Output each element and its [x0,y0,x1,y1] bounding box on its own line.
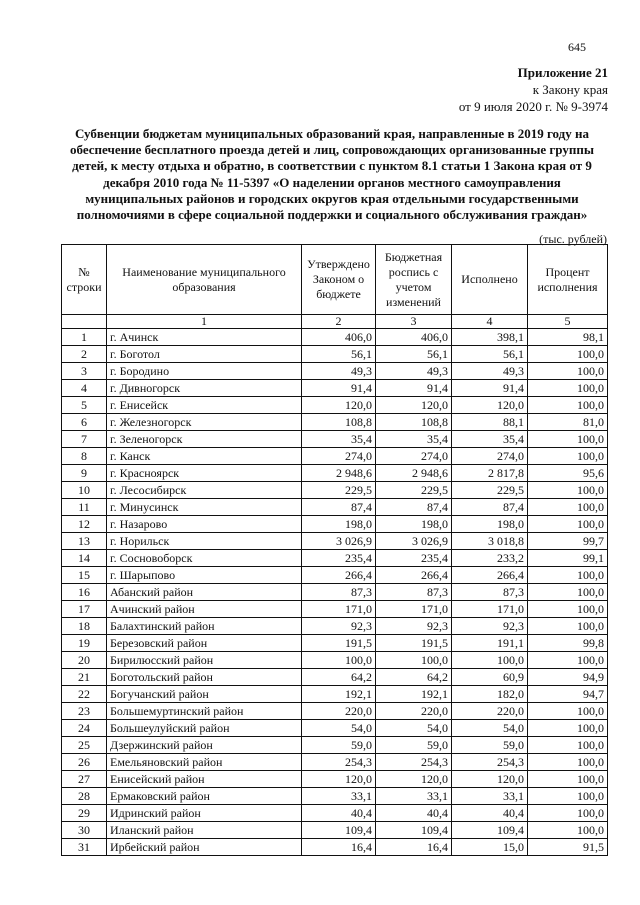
budget-schedule-cell: 191,5 [376,635,452,652]
table-row [62,720,608,737]
table-row [62,516,608,533]
percent-cell: 100,0 [528,754,608,771]
table-row [62,788,608,805]
table-row [62,567,608,584]
approved-cell: 92,3 [302,618,376,635]
table-row [62,703,608,720]
executed-cell: 120,0 [452,771,528,788]
executed-cell: 91,4 [452,380,528,397]
row-number-cell: 1 [62,329,107,346]
percent-cell: 98,1 [528,329,608,346]
table-row [62,652,608,669]
approved-cell: 108,8 [302,414,376,431]
table-row [62,533,608,550]
municipality-cell: г. Минусинск [107,499,302,516]
budget-schedule-cell: 120,0 [376,397,452,414]
percent-cell: 100,0 [528,652,608,669]
row-number-cell: 12 [62,516,107,533]
executed-cell: 87,4 [452,499,528,516]
table-row [62,618,608,635]
budget-schedule-cell: 64,2 [376,669,452,686]
budget-schedule-cell: 91,4 [376,380,452,397]
approved-cell: 198,0 [302,516,376,533]
executed-cell: 56,1 [452,346,528,363]
row-number-cell: 15 [62,567,107,584]
budget-schedule-cell: 87,3 [376,584,452,601]
percent-cell: 100,0 [528,516,608,533]
header-executed: Исполнено [452,245,528,315]
municipality-cell: г. Железногорск [107,414,302,431]
table-row [62,754,608,771]
column-number-row [62,315,608,329]
header-municipality: Наименование муниципального образования [107,245,302,315]
approved-cell: 87,4 [302,499,376,516]
row-number-cell: 16 [62,584,107,601]
municipality-cell: Ирбейский район [107,839,302,856]
approved-cell: 56,1 [302,346,376,363]
municipality-cell: Енисейский район [107,771,302,788]
percent-cell: 100,0 [528,448,608,465]
executed-cell: 198,0 [452,516,528,533]
budget-schedule-cell: 198,0 [376,516,452,533]
executed-cell: 40,4 [452,805,528,822]
percent-cell: 99,7 [528,533,608,550]
table-row [62,635,608,652]
percent-cell: 100,0 [528,788,608,805]
municipality-cell: Богучанский район [107,686,302,703]
municipality-cell: г. Бородино [107,363,302,380]
approved-cell: 274,0 [302,448,376,465]
row-number-cell: 17 [62,601,107,618]
municipality-cell: Идринский район [107,805,302,822]
executed-cell: 229,5 [452,482,528,499]
header-row-number: № строки [62,245,107,315]
percent-cell: 100,0 [528,703,608,720]
municipality-cell: Балахтинский район [107,618,302,635]
municipality-cell: г. Норильск [107,533,302,550]
table-row [62,380,608,397]
table-row [62,414,608,431]
executed-cell: 33,1 [452,788,528,805]
executed-cell: 87,3 [452,584,528,601]
row-number-cell: 14 [62,550,107,567]
percent-cell: 100,0 [528,346,608,363]
row-number-cell: 6 [62,414,107,431]
appendix-title: Приложение 21 [517,65,608,80]
row-number-cell: 21 [62,669,107,686]
municipality-cell: Ермаковский район [107,788,302,805]
executed-cell: 254,3 [452,754,528,771]
approved-cell: 406,0 [302,329,376,346]
budget-schedule-cell: 54,0 [376,720,452,737]
table-row [62,397,608,414]
approved-cell: 64,2 [302,669,376,686]
municipality-cell: г. Сосновоборск [107,550,302,567]
municipality-cell: г. Шарыпово [107,567,302,584]
municipality-cell: Ачинский район [107,601,302,618]
executed-cell: 88,1 [452,414,528,431]
municipality-cell: г. Боготол [107,346,302,363]
executed-cell: 191,1 [452,635,528,652]
percent-cell: 100,0 [528,380,608,397]
approved-cell: 120,0 [302,771,376,788]
percent-cell: 100,0 [528,720,608,737]
document-heading: Субвенции бюджетам муниципальных образований края, направленные в 2019 году на обеспечение бесплатного проезда детей и лиц, сопровождающих организованные группы детей, к месту отдыха и обратно, в соответствии с пунктом 8.1 статьи 1 Закона края от 9 декабря 2010 года № 11-5397 «О наделении органов местного самоуправления муниципальных районов и городских округов края отдельными государственными полномочиями в сфере социальной поддержки и социального обслуживания граждан» [70,126,594,223]
municipality-cell: Абанский район [107,584,302,601]
header-percent: Процент исполнения [528,245,608,315]
percent-cell: 100,0 [528,618,608,635]
budget-schedule-cell: 108,8 [376,414,452,431]
approved-cell: 91,4 [302,380,376,397]
budget-schedule-cell: 120,0 [376,771,452,788]
percent-cell: 99,1 [528,550,608,567]
table-row [62,584,608,601]
percent-cell: 94,7 [528,686,608,703]
approved-cell: 191,5 [302,635,376,652]
row-number-cell: 27 [62,771,107,788]
municipality-cell: г. Енисейск [107,397,302,414]
executed-cell: 182,0 [452,686,528,703]
table-row [62,363,608,380]
column-number: 2 [302,315,376,329]
approved-cell: 266,4 [302,567,376,584]
budget-schedule-cell: 49,3 [376,363,452,380]
municipality-cell: г. Дивногорск [107,380,302,397]
budget-schedule-cell: 229,5 [376,482,452,499]
municipality-cell: г. Зеленогорск [107,431,302,448]
percent-cell: 100,0 [528,363,608,380]
percent-cell: 100,0 [528,601,608,618]
table-row [62,771,608,788]
executed-cell: 233,2 [452,550,528,567]
executed-cell: 398,1 [452,329,528,346]
row-number-cell: 18 [62,618,107,635]
municipality-cell: Большеулуйский район [107,720,302,737]
executed-cell: 60,9 [452,669,528,686]
approved-cell: 16,4 [302,839,376,856]
column-number: 3 [376,315,452,329]
row-number-cell: 26 [62,754,107,771]
executed-cell: 2 817,8 [452,465,528,482]
percent-cell: 100,0 [528,584,608,601]
executed-cell: 100,0 [452,652,528,669]
budget-schedule-cell: 59,0 [376,737,452,754]
row-number-cell: 22 [62,686,107,703]
percent-cell: 81,0 [528,414,608,431]
row-number-cell: 23 [62,703,107,720]
municipality-cell: г. Назарово [107,516,302,533]
row-number-cell: 31 [62,839,107,856]
approved-cell: 3 026,9 [302,533,376,550]
municipality-cell: Большемуртинский район [107,703,302,720]
appendix-law-date: от 9 июля 2020 г. № 9-3974 [458,99,608,114]
row-number-cell: 24 [62,720,107,737]
approved-cell: 220,0 [302,703,376,720]
municipality-cell: Емельяновский район [107,754,302,771]
table-row [62,839,608,856]
percent-cell: 100,0 [528,397,608,414]
municipality-cell: Березовский район [107,635,302,652]
percent-cell: 100,0 [528,482,608,499]
municipality-cell: г. Канск [107,448,302,465]
budget-schedule-cell: 40,4 [376,805,452,822]
percent-cell: 100,0 [528,499,608,516]
budget-schedule-cell: 3 026,9 [376,533,452,550]
executed-cell: 120,0 [452,397,528,414]
executed-cell: 15,0 [452,839,528,856]
budget-schedule-cell: 171,0 [376,601,452,618]
budget-schedule-cell: 220,0 [376,703,452,720]
approved-cell: 171,0 [302,601,376,618]
executed-cell: 109,4 [452,822,528,839]
executed-cell: 35,4 [452,431,528,448]
table-row [62,550,608,567]
column-number: 5 [528,315,608,329]
percent-cell: 100,0 [528,822,608,839]
header-approved: Утверждено Законом о бюджете [302,245,376,315]
budget-schedule-cell: 2 948,6 [376,465,452,482]
header-budget-schedule: Бюджетная роспись с учетом изменений [376,245,452,315]
table-row [62,686,608,703]
budget-schedule-cell: 35,4 [376,431,452,448]
approved-cell: 49,3 [302,363,376,380]
municipality-cell: Дзержинский район [107,737,302,754]
approved-cell: 2 948,6 [302,465,376,482]
executed-cell: 274,0 [452,448,528,465]
row-number-cell: 8 [62,448,107,465]
municipality-cell: г. Ачинск [107,329,302,346]
percent-cell: 95,6 [528,465,608,482]
budget-schedule-cell: 235,4 [376,550,452,567]
row-number-cell: 28 [62,788,107,805]
row-number-cell: 5 [62,397,107,414]
table-row [62,737,608,754]
appendix-law-ref: к Закону края [532,82,608,97]
table-row [62,448,608,465]
budget-schedule-cell: 100,0 [376,652,452,669]
approved-cell: 254,3 [302,754,376,771]
row-number-cell: 7 [62,431,107,448]
budget-schedule-cell: 254,3 [376,754,452,771]
table-row [62,329,608,346]
budget-schedule-cell: 109,4 [376,822,452,839]
percent-cell: 100,0 [528,431,608,448]
executed-cell: 54,0 [452,720,528,737]
row-number-cell: 4 [62,380,107,397]
column-number: 4 [452,315,528,329]
table-row [62,669,608,686]
budget-schedule-cell: 274,0 [376,448,452,465]
executed-cell: 171,0 [452,601,528,618]
table-row [62,482,608,499]
row-number-cell: 19 [62,635,107,652]
row-number-cell: 29 [62,805,107,822]
executed-cell: 49,3 [452,363,528,380]
table-row [62,346,608,363]
executed-cell: 92,3 [452,618,528,635]
table-row [62,805,608,822]
budget-schedule-cell: 406,0 [376,329,452,346]
percent-cell: 100,0 [528,567,608,584]
row-number-cell: 11 [62,499,107,516]
municipality-cell: г. Красноярск [107,465,302,482]
subventions-table [61,244,608,856]
approved-cell: 54,0 [302,720,376,737]
municipality-cell: Бирилюсский район [107,652,302,669]
budget-schedule-cell: 192,1 [376,686,452,703]
row-number-cell: 25 [62,737,107,754]
municipality-cell: г. Лесосибирск [107,482,302,499]
percent-cell: 100,0 [528,771,608,788]
budget-schedule-cell: 33,1 [376,788,452,805]
executed-cell: 3 018,8 [452,533,528,550]
approved-cell: 87,3 [302,584,376,601]
approved-cell: 59,0 [302,737,376,754]
column-number: 1 [107,315,302,329]
executed-cell: 266,4 [452,567,528,584]
table-row [62,601,608,618]
budget-schedule-cell: 56,1 [376,346,452,363]
budget-schedule-cell: 16,4 [376,839,452,856]
appendix-block [459,64,608,115]
approved-cell: 235,4 [302,550,376,567]
budget-schedule-cell: 266,4 [376,567,452,584]
percent-cell: 91,5 [528,839,608,856]
table-row [62,431,608,448]
row-number-cell: 2 [62,346,107,363]
budget-schedule-cell: 92,3 [376,618,452,635]
table-row [62,499,608,516]
row-number-cell: 13 [62,533,107,550]
approved-cell: 35,4 [302,431,376,448]
executed-cell: 59,0 [452,737,528,754]
approved-cell: 229,5 [302,482,376,499]
row-number-cell: 10 [62,482,107,499]
table-row [62,465,608,482]
municipality-cell: Иланский район [107,822,302,839]
percent-cell: 100,0 [528,805,608,822]
table-header-row [62,245,608,315]
budget-schedule-cell: 87,4 [376,499,452,516]
percent-cell: 94,9 [528,669,608,686]
row-number-cell: 3 [62,363,107,380]
approved-cell: 109,4 [302,822,376,839]
page-number: 645 [568,40,586,54]
municipality-cell: Боготольский район [107,669,302,686]
approved-cell: 33,1 [302,788,376,805]
percent-cell: 100,0 [528,737,608,754]
approved-cell: 120,0 [302,397,376,414]
percent-cell: 99,8 [528,635,608,652]
approved-cell: 100,0 [302,652,376,669]
approved-cell: 40,4 [302,805,376,822]
row-number-cell: 30 [62,822,107,839]
approved-cell: 192,1 [302,686,376,703]
units-label: (тыс. рублей) [539,232,607,246]
row-number-cell: 9 [62,465,107,482]
executed-cell: 220,0 [452,703,528,720]
row-number-cell: 20 [62,652,107,669]
table-row [62,822,608,839]
column-number-blank [62,315,107,329]
